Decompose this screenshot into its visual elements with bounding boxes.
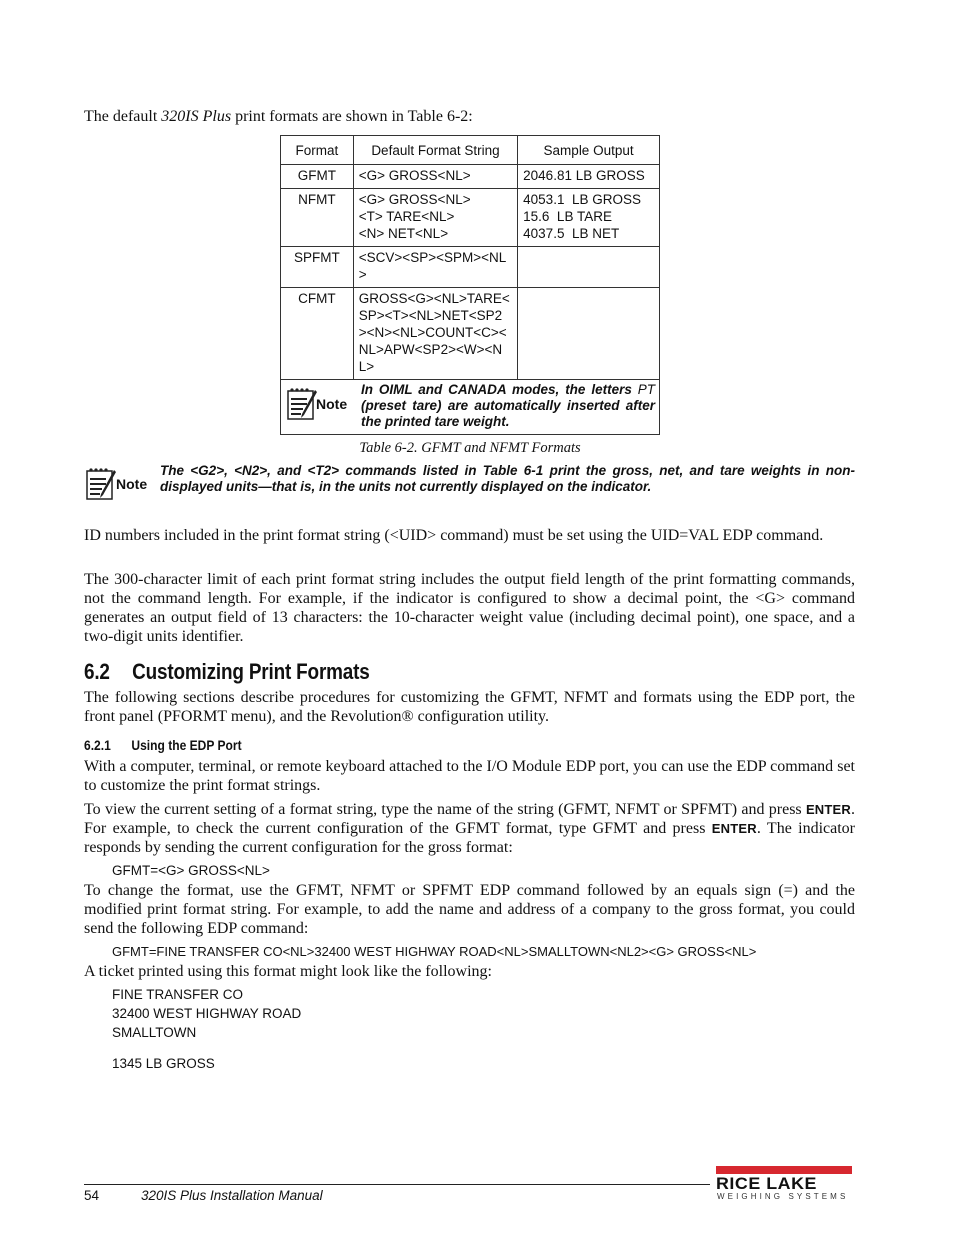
format-cell: GFMT (281, 165, 354, 189)
table-note-text-before: In OIML and CANADA modes, the letters (361, 382, 638, 397)
table-row (281, 165, 660, 189)
table-note-text (361, 382, 655, 430)
sample-cell (518, 247, 660, 288)
note-label: Note (316, 396, 348, 412)
subsection-number: 6.2.1 (84, 737, 111, 753)
edp-para2-c: . The indicator responds by sending the current configuration for the gross format: (84, 820, 856, 856)
edp-para4: A ticket printed using this format might look like the following: (84, 963, 492, 980)
header-default-string: Default Format String (353, 136, 517, 165)
table-note-cell (281, 380, 660, 435)
enter-key-label: ENTER (711, 821, 757, 836)
edp-para2-a: To view the current setting of a format string, type the name of the string (GFMT, NFMT or SPFMT) and press (84, 801, 806, 818)
string-cell (353, 189, 517, 247)
table-caption: Table 6-2. GFMT and NFMT Formats (359, 440, 581, 456)
format-cell: NFMT (281, 189, 354, 247)
string-line: L> (358, 359, 375, 374)
para-char-limit: The 300-character limit of each print format string includes the output field length of the print formatting commands, not the command length. For example, if the indicator is configured to show a decimal point, the <G> command generates an output field of 13 characters: the 10-character weight value (including decimal point), one space, and a two-digit units identifier. (84, 571, 855, 645)
logo-sub-text: WEIGHING SYSTEMS (717, 1192, 849, 1201)
string-cell (353, 247, 517, 288)
ticket-line: SMALLTOWN (112, 1025, 197, 1040)
edp-para3: To change the format, use the GFMT, NFMT or SPFMT EDP command followed by an equals sign (=) and the modified print format string. For example, to add the name and address of a company to the gross format, you could send the following EDP command: (84, 882, 855, 937)
note-icon (285, 386, 355, 426)
sample-line: 15.6 LB TARE (523, 209, 612, 224)
string-line: <T> TARE<NL> (358, 209, 455, 224)
section-title: Customizing Print Formats (132, 659, 370, 684)
string-line: <G> GROSS<NL> (358, 168, 471, 183)
string-line: <G> GROSS<NL> (358, 192, 471, 207)
table-row (281, 247, 660, 288)
string-line: <SCV><SP><SPM><NL (358, 250, 507, 265)
ticket-sample (112, 985, 301, 1073)
table-row (281, 189, 660, 247)
table-note-text-after: (preset tare) are automatically inserted after the printed tare weight. (361, 398, 655, 429)
note-icon (84, 466, 154, 507)
table-header-row (281, 136, 660, 165)
subsection-title: Using the EDP Port (131, 737, 242, 753)
section-number: 6.2 (84, 659, 110, 684)
code-gfmt-modified: GFMT=FINE TRANSFER CO<NL>32400 WEST HIGHWAY ROAD<NL>SMALLTOWN<NL2><G> GROSS<NL> (112, 944, 757, 959)
format-table (280, 135, 660, 435)
sample-cell (518, 288, 660, 380)
footer-rule (84, 1184, 710, 1185)
string-cell (353, 288, 517, 380)
intro-before: The default (84, 108, 162, 125)
note2-text: The <G2>, <N2>, and <T2> commands listed in Table 6-1 print the gross, net, and tare weights in non-displayed units—that is, in the units not currently displayed on the indicator. (160, 463, 855, 494)
table-note-row (281, 380, 660, 435)
code-gfmt-current: GFMT=<G> GROSS<NL> (112, 863, 270, 878)
sample-cell (518, 189, 660, 247)
ticket-line: 1345 LB GROSS (112, 1056, 215, 1071)
string-line: SP><T><NL>NET<SP2 (358, 308, 503, 323)
enter-key-label: ENTER (805, 802, 851, 817)
string-line: <N> NET<NL> (358, 226, 449, 241)
page-number: 54 (84, 1188, 100, 1203)
sample-line: 4053.1 LB GROSS (523, 192, 641, 207)
section-intro: The following sections describe procedures for customizing the GFMT, NFMT and formats using the EDP port, the front panel (PFORMT menu), and the Revolution® configuration utility. (84, 689, 855, 725)
ticket-line: 32400 WEST HIGHWAY ROAD (112, 1006, 302, 1021)
string-line: > (358, 267, 367, 282)
sample-line: 4037.5 LB NET (523, 226, 620, 241)
subsection-heading (84, 737, 484, 753)
header-sample-output: Sample Output (518, 136, 660, 165)
table-row (281, 288, 660, 380)
section-heading (84, 659, 584, 685)
note-label: Note (116, 476, 148, 492)
string-cell (353, 165, 517, 189)
rice-lake-logo (716, 1166, 852, 1200)
sample-line: 2046.81 LB GROSS (523, 168, 645, 183)
intro-text (84, 108, 473, 126)
manual-title: 320IS Plus Installation Manual (141, 1188, 323, 1203)
string-line: ><N><NL>COUNT<C>< (358, 325, 507, 340)
string-line: GROSS<G><NL>TARE< (358, 291, 510, 306)
logo-main-text: RICE LAKE (716, 1174, 817, 1193)
ticket-line: FINE TRANSFER CO (112, 987, 244, 1002)
intro-model: 320IS Plus (161, 108, 232, 125)
sample-cell (518, 165, 660, 189)
logo-red-bar (716, 1166, 852, 1174)
edp-para1: With a computer, terminal, or remote keyboard attached to the I/O Module EDP port, you can use the EDP command set to customize the print format strings. (84, 758, 855, 794)
intro-after: print formats are shown in Table 6-2: (231, 108, 473, 125)
format-cell: SPFMT (281, 247, 354, 288)
table-note-pt: PT (637, 382, 655, 397)
edp-para2-b: . For example, to check the current configuration of the GFMT format, type GFMT and press (84, 801, 855, 837)
para-uid: ID numbers included in the print format string (<UID> command) must be set using the UID=VAL EDP command. (84, 527, 824, 544)
format-cell: CFMT (281, 288, 354, 380)
string-line: NL>APW<SP2><W><N (358, 342, 503, 357)
edp-para2 (84, 800, 855, 857)
header-format: Format (281, 136, 354, 165)
